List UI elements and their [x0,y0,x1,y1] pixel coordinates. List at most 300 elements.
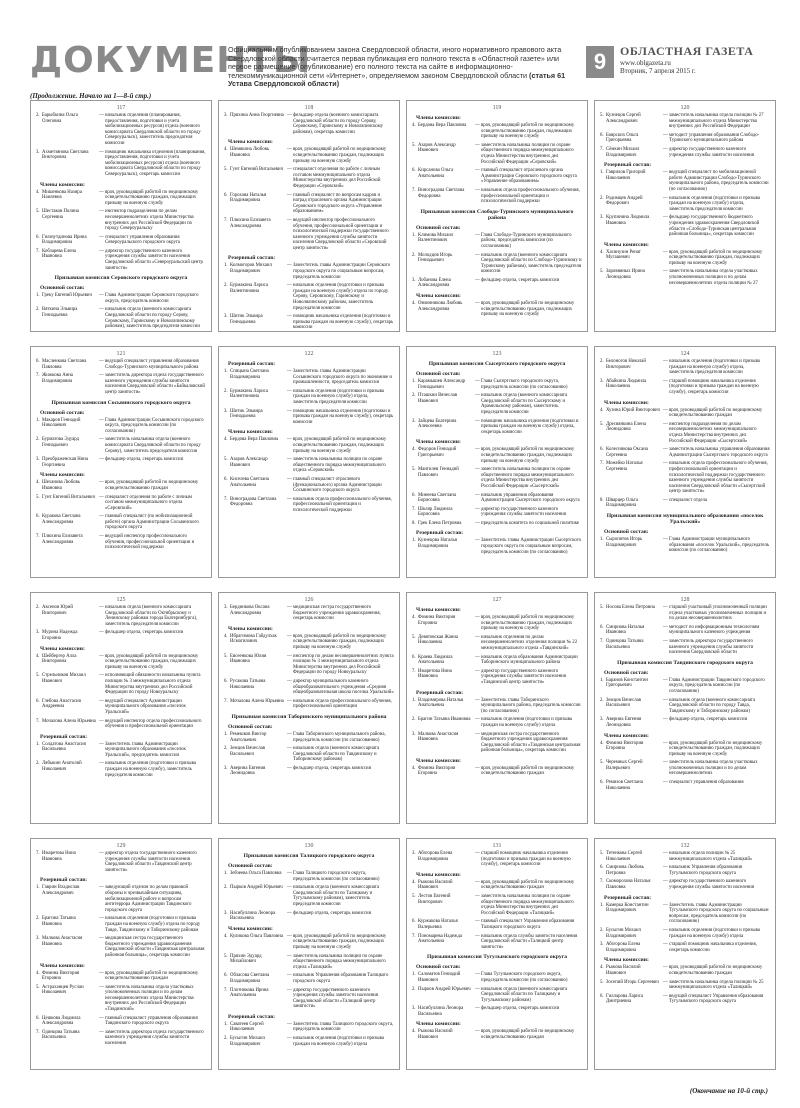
document-panel [30,346,212,578]
member-position: медицинская сестра государственного бюджетного учреждения здравоохранения, секретарь комиссии [293,605,381,622]
entry-dash: — [287,885,292,891]
commission-title: Призывная комиссия Сосьвинского городского округа [51,399,191,406]
entry-dash: — [287,987,292,993]
member-name: Гаврилов Григорий Николаевич [606,170,646,181]
member-name: Бусыгин Михаил Владимирович [606,927,641,939]
entry-dash: — [99,189,104,195]
entry-dash: — [287,147,292,153]
entry-dash: — [475,731,480,737]
member-name: Владимирова Наталья Анатольевна [418,697,464,709]
section-heading: Члены комиссии: [416,757,461,764]
entry-dash: — [663,195,668,201]
entry-dash: — [99,718,104,724]
member-entry [412,188,582,205]
member-entry [412,655,582,666]
member-entry [600,698,770,715]
panel-number: 121 [116,351,126,357]
member-entry [224,988,394,1010]
member-name: Имаретова Нина Ивановна [42,851,76,862]
member-entry [600,215,770,237]
entry-number: 5. [600,113,604,118]
member-entry [412,123,582,140]
panel-number: 123 [492,351,502,357]
entry-dash: — [475,1006,480,1012]
member-position: Заместитель главы Талицкого городского округа, председатель комиссии [293,1021,394,1033]
member-position: ведущий специалист управления образования Слободо-Туринского муниципального района [105,359,199,370]
member-entry [412,615,582,632]
member-name: Камерка Константин Владимирович [606,902,649,914]
section-heading: Основной состав: [604,669,649,676]
commission-title: Призывная комиссия Тугулымского городского округа [426,954,568,961]
entry-dash: — [99,534,104,540]
entry-dash: — [99,916,104,922]
member-entry [36,150,206,178]
member-entry [224,654,394,676]
member-name: Сёмкин Михаил Владимирович [606,146,640,158]
member-name: Климова Михаил Валентинович [418,232,454,244]
member-entry [36,985,206,1013]
document-panel [30,592,212,824]
member-entry [412,880,582,891]
member-name: Преображенская Нина Георгиевна [42,457,88,468]
member-name: Мочалова Алена Юрьевна [230,698,284,704]
entry-dash: — [475,123,480,128]
member-position: заместитель директора государственного казенного учреждения службы занятости населения Свердловской области [669,638,754,656]
newspaper-url: www.oblgazeta.ru [620,59,671,67]
member-name: Аверина Евгения Леонидовна [230,765,266,777]
member-position: начальник отдела образования Администрации Таборинского муниципального района [481,654,578,666]
member-name: Рыжова Василий Иванович [418,879,453,891]
member-position: начальник отдела (военного комиссариата Свердловской области по Сысертскому и Арамильскому районам), заместитель председателя комиссии [481,393,568,415]
member-entry [224,954,394,971]
member-entry [600,625,770,636]
member-entry [224,497,394,514]
member-entry [600,879,770,890]
member-entry [36,534,206,551]
member-name: Мочалова Алена Юрьевна [42,718,96,724]
member-position: помощник начальника отделения (подготовки и призыва граждан на военную службу), секретарь комиссии [293,314,394,331]
member-entry [36,936,206,958]
member-entry [36,761,206,778]
section-heading: Резервный состав: [40,877,88,884]
entry-dash: — [663,421,668,427]
member-name: Смирнова Наталья Ивановна [606,624,645,636]
entry-dash: — [99,113,104,118]
member-entry [412,278,582,289]
member-name: Лестов Евгений Викторович [418,893,451,905]
entry-dash: — [99,234,104,240]
member-name: Малкова Анастасия Ивановна [418,731,459,743]
member-entry [224,746,394,763]
member-position: врач, руководящий работой по медицинскому освидетельствованию граждан, подлежащих призыву на военную службу [481,615,575,632]
entry-dash: — [287,871,292,876]
member-position: Заместитель главы Администрации Сысертского городского округа по социальным вопросам, председатель комиссии (по согласованию) [481,538,581,555]
entry-number: 4. [412,765,416,771]
member-entry [224,147,394,164]
entry-number: 1. [36,417,40,423]
member-name: Кирсанова Ольга Анатольевна [418,168,454,179]
entry-number: 5. [224,653,228,659]
member-entry [412,698,582,715]
entry-dash: — [99,437,104,443]
member-entry [36,235,206,246]
member-position: методист по информационным технологиям муниципального казенного учреждения [669,624,760,636]
section-heading: Члены комиссии: [228,625,273,632]
entry-number: 1. [412,972,416,978]
member-position: начальник отдела профессионального обучения, профессиональной ориентации и психологической поддержки [481,187,580,205]
member-name: Дресвянкина Елена Леонидовна [606,421,646,433]
member-position: специалист управления образования Североуральского городского округа [105,234,180,246]
member-position: Глава Сысертского городского округа, председатель комиссии (по согласованию) [481,379,568,390]
entry-number: 1. [224,871,228,876]
entry-number: 6. [224,192,228,198]
entry-number: 6. [224,476,228,482]
section-heading: Основной состав: [416,224,461,231]
member-entry [412,894,582,916]
entry-number: 7. [600,146,604,152]
member-name: Спицына Светлана Владимировна [230,369,269,380]
entry-number: 1. [600,677,604,683]
entry-number: 4. [224,437,228,443]
panel-number: 122 [304,351,314,357]
document-panel [594,100,776,332]
member-entry [36,495,206,512]
member-position: врач, руководящий работой по медицинскому освидетельствованию граждан, подлежащих призыву на военную службу [669,249,763,266]
section-heading: Члены комиссии: [416,871,461,878]
entry-dash: — [475,668,480,674]
entry-number: 7. [412,668,416,674]
member-name: Гилларова Лариса Дмитриевна [606,993,644,1005]
entry-number: 3. [224,605,228,610]
entry-dash: — [287,437,292,443]
entry-number: 4. [412,1029,416,1035]
entry-number: 4. [412,123,416,128]
member-position: врач, руководящий работой по медицинскому освидетельствованию граждан [669,965,763,976]
member-position: специалист управления образования [669,780,744,786]
member-entry [224,973,394,984]
member-entry [224,193,394,215]
member-entry [224,634,394,651]
member-entry [412,1006,582,1017]
member-name: Брагин Татьяна Ивановна [418,717,471,723]
member-position: врач, руководящий работой по медицинскому освидетельствованию граждан, подлежащих призыву на военную службу [293,933,387,950]
member-entry [412,538,582,555]
entry-number: 7. [36,1029,40,1035]
member-name: Шемякина Любовь Ивановна [230,147,270,158]
entry-number: 2. [224,388,228,394]
entry-number: 7. [36,534,40,540]
section-heading: Члены комиссии: [604,241,649,248]
document-panels-grid [30,100,780,1080]
member-entry [600,269,770,286]
member-position: Заместитель главы Таборинского муниципального района, председатель комиссии (по согласованию) [481,697,581,714]
entry-dash: — [475,393,480,399]
entry-number: 7. [600,461,604,467]
member-position: начальник отделения (подготовки и призыва граждан на военную службу) отдела [669,927,760,939]
member-name: Цешкова Людмила Александровна [42,1015,81,1027]
member-position: заместитель начальника отдела (военного комиссариата Свердловской области по городу Серову), заместитель председателя комиссии [105,437,201,454]
entry-number: 6. [224,678,228,684]
entry-dash: — [287,698,292,704]
entry-dash: — [287,1036,292,1042]
entry-number: 6. [600,132,604,138]
member-entry [412,732,582,754]
member-name: Саломатов Геннадий Иванович [418,972,461,983]
section-heading: Основной состав: [604,529,649,536]
member-position: заместитель начальника отдела участковых уполномоченных полиции и по делам несовершеннолетних отдела Министерства внутренних дел Российской Федерации «Тавдинский» [105,984,194,1013]
member-entry [412,447,582,464]
entry-number: 6. [36,698,40,704]
member-position: специалист отдела [669,497,707,503]
entry-number: 4. [600,407,604,413]
panel-number: 127 [492,597,502,603]
entry-dash: — [99,293,104,299]
commission-title: Призывная комиссия Таборинского муниципального района [231,713,387,720]
entry-number: 7. [600,879,604,885]
member-name: Виноградова Светлана Федоровна [418,187,465,199]
member-name: Абайкина Людмила Николаевна [606,378,647,390]
member-name: Аверина Евгения Леонидовна [606,717,642,728]
member-position: начальник отделения (подготовки и призыва граждан на военную службу) отдела [293,1036,384,1047]
document-panel [218,838,400,1070]
entry-dash: — [475,232,480,238]
entry-number: 7. [36,851,40,856]
member-position: заместитель начальника полиции по охране общественного порядка межмуниципального отдела «Серовский» [293,457,386,474]
member-position: фельдшер отдела, секретарь комиссии [105,630,184,636]
entry-number: 1. [224,369,228,374]
member-entry [412,1029,582,1040]
entry-number: 1. [224,263,228,269]
member-position: инспектор по делам несовершеннолетних пункта полиции № 3 межмуниципального отдела Министерства внутренних дел Российской Федерации по городу Новоуральску [293,653,394,676]
member-position: Заместитель главы Администрации Тугулымского городского округа по социальным вопросам, председатель комиссии (по согласованию) [669,902,769,925]
member-name: Макаров Геннадий Николаевич [42,417,81,429]
entry-number: 4. [36,189,40,195]
member-entry [224,218,394,252]
entry-dash: — [663,927,668,933]
member-entry [224,263,394,280]
entry-dash: — [475,879,480,885]
member-position: начальник отделения (планирования, предоставления, подготовки и учета мобилизационных ресурсов) отдела (военного комиссариата Свердловской области по городу Североуральск), заместитель председателя комиссии [105,113,201,146]
member-name: Куликова Ольга Павловна [230,933,283,939]
member-position: директор государственного казенного учреждения службы занятости населения Свердловской области «Талицкий центр занятости» [293,987,378,1010]
member-entry [600,994,770,1005]
entry-dash: — [475,187,480,193]
member-entry [600,147,770,158]
entry-dash: — [287,1021,292,1027]
section-heading: Основной состав: [40,409,85,416]
member-position: старший помощник начальника отделения (подготовки и призыва граждан на военную службу), секретарь комиссии [669,378,759,395]
entry-number: 5. [600,605,604,610]
member-entry [36,916,206,933]
entry-dash: — [663,865,668,871]
member-position: Глава Слободо-Туринского муниципального района, председатель комиссии (по согласованию) [481,232,572,249]
entry-number: 1. [36,885,40,891]
entry-number: 5. [36,673,40,679]
entry-number: 2. [224,746,228,752]
member-name: Карамышев Александр Геннадьевич [418,379,466,390]
panel-number: 125 [116,597,126,603]
entry-dash: — [475,379,480,384]
entry-number: 2. [36,605,40,610]
newspaper-name: ОБЛАСТНАЯ ГАЗЕТА [620,44,754,58]
section-heading: Члены комиссии: [604,957,649,964]
member-entry [600,133,770,144]
member-position: ведущий специалист Администрации муниципального образования «поселок Уральский» [105,698,186,715]
entry-dash: — [287,731,292,737]
entry-dash: — [99,605,104,610]
entry-number: 4. [412,447,416,453]
member-name: Лобанова Елена Александровна [418,277,451,289]
entry-number: 3. [600,942,604,948]
entry-dash: — [663,979,668,985]
section-heading: Члены комиссии: [416,1021,461,1028]
member-position: начальник отделения (подготовки и призыва граждан на военную службу) отдела, заместитель председателя комиссии [669,195,760,212]
entry-dash: — [663,113,668,118]
member-entry [224,699,394,710]
member-entry [600,605,770,622]
member-entry [600,678,770,695]
member-entry [224,885,394,907]
member-entry [224,457,394,474]
member-position: медицинская сестра государственного бюджетного учреждения здравоохранения Свердловской области «Тавдинская центральная районная больница», секретарь комиссии [105,936,205,958]
member-entry [600,447,770,458]
section-heading: Члены комиссии: [228,429,273,436]
member-position: начальник отделения (подготовки и призыва граждан на военную службу) отдела [481,717,572,728]
member-entry [224,1022,394,1033]
entry-number: 5. [224,953,228,959]
member-position: врач, руководящий работой по медицинскому освидетельствованию граждан, подлежащих призыву на военную службу [293,633,387,650]
entry-number: 2. [600,195,604,201]
page-header [0,0,800,89]
section-heading: Члены комиссии: [40,181,85,188]
entry-dash: — [475,717,480,723]
entry-number: 6. [600,865,604,871]
section-heading: Резервный состав: [228,361,276,367]
member-position: фельдшер отдела, секретарь комиссии [105,457,184,463]
member-entry [412,393,582,415]
entry-dash: — [663,760,668,766]
member-position: заместитель начальника полиции по охране общественного порядка межмуниципального отдела Министерства внутренних дел Российской Федерации «Серовский» [481,142,574,165]
entry-number: 2. [412,393,416,399]
member-name: Зебзеева Ольга Павловна [230,871,282,876]
entry-dash: — [99,653,104,659]
entry-dash: — [287,973,292,979]
section-heading: Резервный состав: [416,530,464,537]
page-number: 9 [586,46,614,78]
entry-number: 4. [600,965,604,971]
document-panel [406,100,588,332]
entry-number: 6. [36,514,40,520]
entry-dash: — [287,192,292,198]
member-entry [600,379,770,396]
entry-number: 3. [600,215,604,221]
section-title: ДОКУМЕНТЫ [30,40,312,81]
entry-dash: — [99,359,104,364]
member-name: Глебова Анастасия Андреевна [42,698,81,710]
member-position: начальник отдела (военного комиссариата Свердловской области по Октябрьскому и Ленинскому районам города Екатеринбурга), заместитель председателя комиссии [105,605,198,627]
section-heading: Члены комиссии: [604,399,649,406]
entry-number: 6. [412,168,416,174]
entry-number: 7. [412,506,416,512]
member-entry [36,249,206,271]
member-position: главный специалист отраслевого (функционального) органа Администрации Сосьвинского городского округа [293,476,382,494]
member-entry [600,408,770,419]
member-name: Зайцева Екатерина Алексеевна [418,418,457,430]
entry-number: 2. [36,761,40,767]
member-entry [36,293,206,304]
member-position: исполняющий обязанности начальника пункта полиции № 3 межмуниципального отдела Министерства внутренних дел Российской Федерации по городу Новоуральску [105,673,201,696]
member-entry [412,987,582,1004]
member-position: начальник управления образования Администрации Сысертского городского округа [481,492,580,504]
member-name: Кузнецова Наталья Владимировна [418,538,457,550]
entry-dash: — [475,418,480,424]
member-name: Бурматова Эдуард Геннадьевич [42,437,80,448]
member-position: Глава Администрации Сосьвинского городского округа, председатель комиссии (по согласованию) [105,417,204,434]
member-position: врач, руководящий работой по медицинскому освидетельствованию граждан [105,970,199,982]
member-name: Девятовская Жанна Николаевна [418,634,459,646]
entry-number: 7. [224,496,228,502]
member-position: инспектор подразделения по делам несовершеннолетних межмуниципального отдела Министерства внутренних дел Российской Федерации «Сысертский» [669,421,757,444]
entry-dash: — [287,476,292,482]
member-position: врач, руководящий работой по медицинскому освидетельствованию граждан, подлежащих призыву на военную службу [105,653,199,670]
member-name: Бердова Вера Павловна [418,123,467,128]
panel-number: 124 [680,351,690,357]
member-entry [36,1030,206,1047]
commission-title: Призывная комиссия Талицкого городского округа [243,853,375,859]
panel-number: 119 [492,105,502,111]
member-name: Астраханцев Руслан Николаевич [42,984,84,996]
member-position: начальник отделения (подготовки и призыва граждан на военную службу) отдела по городу Серову, Серовскому, Гаринскому и Новолялинскому районам, заместитель председателя комиссии [293,283,389,311]
entry-number: 7. [36,373,40,379]
entry-number: 4. [412,615,416,620]
member-position: заместитель начальника полиции по охране общественного порядка межмуниципального отдела Министерства внутренних дел Российской Федерации «Талицкий» [481,893,574,916]
entry-dash: — [99,630,104,636]
member-position: директор государственного казенного учреждения службы занятости населения [669,879,754,890]
entry-number: 5. [36,494,40,500]
entry-number: 3. [36,457,40,463]
member-name: Ремешков Виктор Анатольевич [230,731,267,743]
member-position: начальник отделения (подготовки и призыва граждан на военную службу) отдела, заместитель председателя комиссии [293,388,384,405]
continued-on-note: (Окончание на 10-й стр.) [689,1087,768,1095]
member-position: врач, руководящий работой по медицинскому освидетельствованию граждан, подлежащих призыву на военную службу [293,147,387,164]
entry-dash: — [663,965,668,971]
entry-number: 3. [36,936,40,942]
entry-dash: — [99,149,104,155]
member-name: Черемных Сергей Валерьевич [606,760,643,771]
member-name: Шитик Эльвира Геннадьевна [230,408,263,420]
member-position: врач, руководящий работой по медицинскому освидетельствованию граждан [105,480,199,491]
entry-dash: — [287,910,292,916]
member-position: начальник отдела профессионального обучения, профессиональной ориентации [293,698,392,710]
section-heading: Основной состав: [228,863,273,869]
member-position: главный специалист по вопросам кадров и наград отраслевого органа Администрации Серовского городского округа «Управление образованием» [293,192,383,215]
member-position: врач, руководящий работой по медицинскому освидетельствованию граждан, подлежащих призыву на военную службу [481,123,575,140]
entry-dash: — [287,388,292,394]
entry-number: 2. [600,697,604,703]
entry-number: 4. [412,301,416,307]
member-entry [600,461,770,495]
entry-number: 5. [224,457,228,463]
entry-dash: — [475,615,480,620]
member-position: специалист отделения по работе с личным составом межмуниципального отдела Министерства внутренних дел Российской Федерации «Серовский» [293,167,381,189]
member-entry [224,113,394,135]
member-entry [600,250,770,267]
member-entry [224,437,394,454]
section-heading: Основной состав: [228,723,273,730]
member-name: Саватеев Сергей Николаевич [230,1021,264,1033]
entry-dash: — [99,209,104,215]
entry-dash: — [663,902,668,908]
